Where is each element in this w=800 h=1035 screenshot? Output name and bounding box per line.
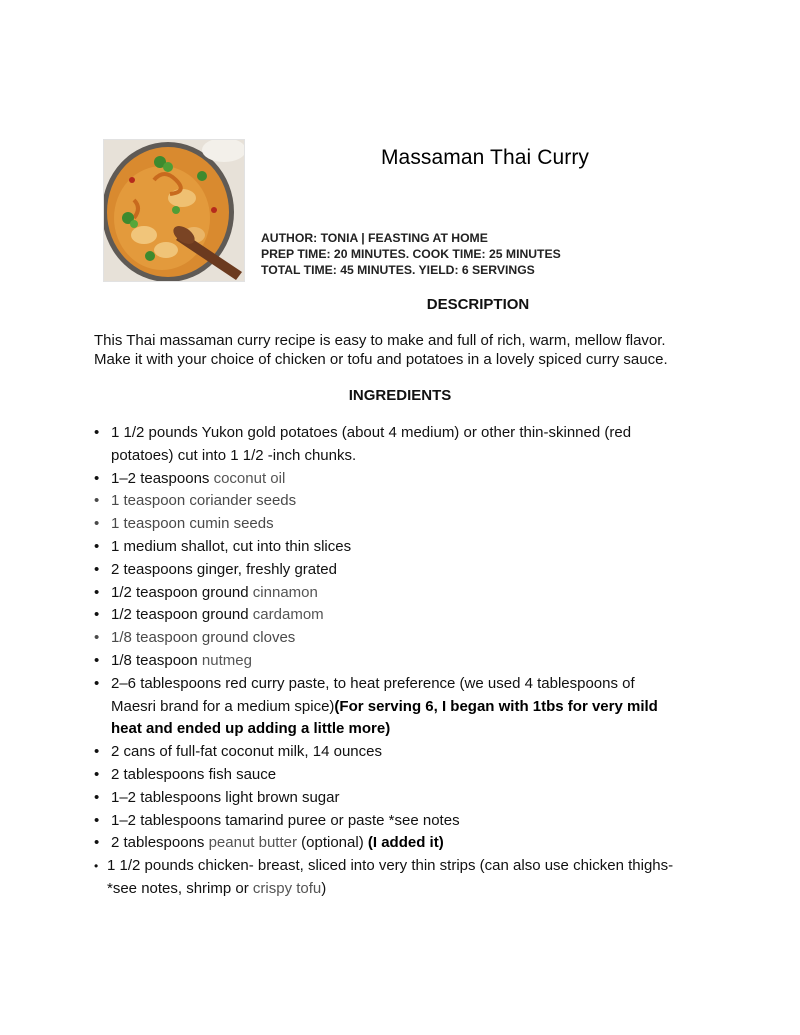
bullet-icon: •	[94, 743, 100, 761]
ingredient-text: 1 1/2 pounds chicken- breast, sliced into very thin strips (can also use chicken thighs-	[107, 857, 674, 875]
ingredient-text: 1 medium shallot, cut into thin slices	[111, 537, 352, 555]
ingredient-cloves	[94, 627, 714, 650]
ingredients-list	[94, 422, 714, 901]
peanut-butter-link[interactable]: peanut butter	[208, 834, 297, 852]
ingredient-ginger	[94, 559, 714, 582]
bullet-icon: •	[94, 560, 100, 578]
ingredient-shallot	[94, 536, 714, 559]
bullet-icon: •	[94, 606, 100, 624]
description-line: This Thai massaman curry recipe is easy to make and full of rich, warm, mellow flavor.	[94, 332, 666, 349]
ingredient-fish-sauce	[94, 764, 714, 787]
recipe-meta	[261, 230, 561, 278]
bullet-icon: •	[94, 469, 100, 487]
ingredient-nutmeg	[94, 650, 714, 673]
author-line: AUTHOR: TONIA | FEASTING AT HOME	[261, 231, 488, 245]
ingredient-text: Maesri brand for a medium spice)	[111, 697, 335, 715]
description-text	[94, 331, 714, 369]
recipe-title: Massaman Thai Curry	[380, 146, 590, 169]
bullet-icon: •	[94, 515, 100, 533]
ingredient-text: 1–2 teaspoons	[111, 469, 214, 487]
ingredients-heading: INGREDIENTS	[348, 387, 452, 404]
ingredient-cumin	[94, 513, 714, 536]
peanut-butter-note: (I added it)	[367, 834, 444, 852]
crispy-tofu-link[interactable]: crispy tofu	[252, 879, 322, 897]
ingredient-tamarind	[94, 810, 714, 833]
bullet-icon: •	[94, 674, 100, 692]
bullet-icon: •	[94, 537, 100, 555]
ingredient-cinnamon	[94, 582, 714, 605]
ingredient-text: 1–2 tablespoons light brown sugar	[111, 788, 340, 806]
cinnamon-link[interactable]: cinnamon	[252, 583, 318, 601]
nutmeg-link[interactable]: nutmeg	[201, 651, 252, 669]
ingredient-text: 1 1/2 pounds Yukon gold potatoes (about 4 medium) or other thin-skinned (red	[111, 424, 632, 441]
ingredient-curry-paste	[94, 673, 714, 741]
total-time-yield: TOTAL TIME: 45 MINUTES. YIELD: 6 SERVINGS	[261, 263, 535, 277]
bullet-icon: •	[94, 811, 100, 829]
bullet-icon: •	[94, 834, 100, 852]
ingredient-chicken	[94, 855, 714, 901]
ingredient-text: 1/2 teaspoon ground	[111, 606, 253, 624]
ingredient-text: 1–2 tablespoons tamarind puree or paste *see notes	[111, 811, 460, 829]
ingredient-coriander	[94, 490, 714, 513]
bullet-icon: •	[94, 651, 100, 669]
ingredient-text: *see notes, shrimp or	[107, 879, 253, 897]
curry-paste-note: heat and ended up adding a little more)	[111, 720, 391, 738]
ingredient-potatoes	[94, 422, 714, 468]
ingredient-text[interactable]: 1 teaspoon coriander seeds	[111, 492, 297, 510]
bullet-icon: •	[94, 583, 100, 601]
bullet-icon: •	[94, 765, 100, 783]
ingredient-text: 2 tablespoons	[111, 834, 209, 852]
ingredient-sugar	[94, 787, 714, 810]
ingredient-text: 1/8 teaspoon	[111, 651, 202, 669]
ingredient-text[interactable]: 1/8 teaspoon ground cloves	[111, 629, 296, 647]
ingredient-coconut-oil	[94, 468, 714, 491]
ingredient-text: 2 cans of full-fat coconut milk, 14 ounces	[111, 743, 382, 761]
recipe-photo	[103, 139, 245, 282]
cardamom-link[interactable]: cardamom	[252, 606, 324, 624]
ingredient-text[interactable]: 1 teaspoon cumin seeds	[111, 515, 274, 533]
bullet-icon: •	[94, 629, 100, 647]
ingredient-cardamom	[94, 604, 714, 627]
description-heading: DESCRIPTION	[426, 296, 530, 313]
ingredient-text: 2 tablespoons fish sauce	[111, 765, 277, 783]
ingredient-text: 2–6 tablespoons red curry paste, to heat preference (we used 4 tablespoons of	[111, 674, 635, 692]
bullet-icon: •	[94, 859, 99, 874]
bullet-icon: •	[94, 788, 100, 806]
ingredient-text: potatoes) cut into 1 1/2 -inch chunks.	[111, 446, 357, 464]
ingredient-text: 1/2 teaspoon ground	[111, 583, 253, 601]
ingredient-peanut-butter	[94, 832, 714, 855]
coconut-oil-link[interactable]: coconut oil	[213, 469, 286, 487]
description-line: Make it with your choice of chicken or tofu and potatoes in a lovely spiced curry sauce.	[94, 351, 668, 368]
prep-cook-time: PREP TIME: 20 MINUTES. COOK TIME: 25 MINUTES	[261, 247, 561, 261]
bullet-icon: •	[94, 492, 100, 510]
ingredient-text: )	[321, 879, 327, 897]
curry-paste-note: (For serving 6, I began with 1tbs for very mild	[334, 697, 658, 715]
ingredient-text: (optional)	[296, 834, 368, 852]
ingredient-coconut-milk	[94, 741, 714, 764]
ingredient-text: 2 teaspoons ginger, freshly grated	[111, 560, 337, 578]
bullet-icon: •	[94, 424, 100, 441]
